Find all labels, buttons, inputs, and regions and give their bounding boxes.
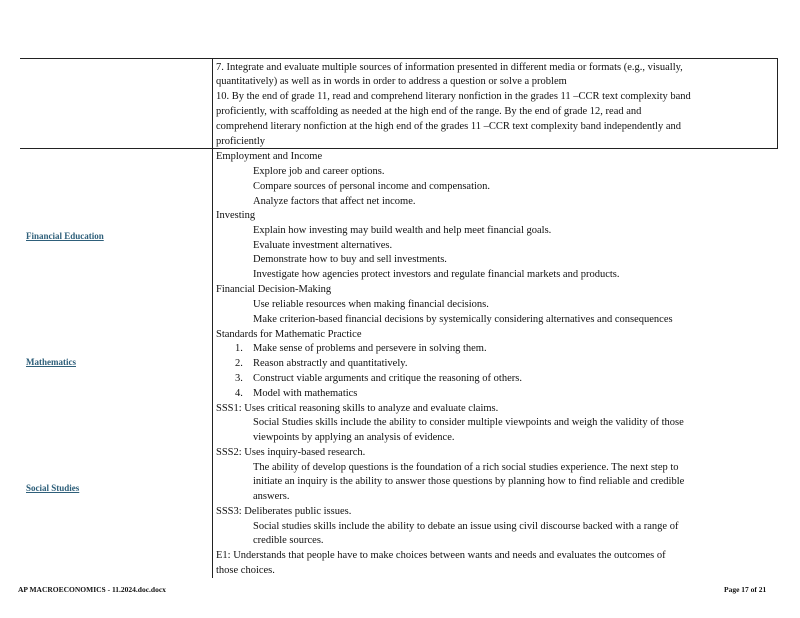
bullet-icon bbox=[232, 238, 239, 253]
section-heading: SSS2: Uses inquiry-based research. bbox=[216, 447, 366, 458]
list-item: Social studies skills include the ability to debate an issue using civil discourse backed with a range of bbox=[253, 521, 679, 532]
standard-line: quantitatively) as well as in words in order to address a question or solve a problem bbox=[216, 76, 567, 87]
section-heading: Financial Decision-Making bbox=[216, 284, 332, 295]
list-number: 2. bbox=[235, 358, 243, 369]
table-right-border bbox=[777, 58, 778, 148]
list-item: Make sense of problems and persevere in solving them. bbox=[253, 343, 487, 354]
footer-page-number: Page 17 of 21 bbox=[724, 585, 767, 594]
list-number: 3. bbox=[235, 373, 243, 384]
standard-line: 7. Integrate and evaluate multiple sources of information presented in different media or formats (e.g., visually, bbox=[216, 62, 683, 73]
standard-line: 10. By the end of grade 11, read and comprehend literary nonfiction in the grades 11 –CCR text complexity band bbox=[216, 91, 691, 102]
list-number: 4. bbox=[235, 388, 243, 399]
list-item-continuation: viewpoints by applying an analysis of evidence. bbox=[253, 432, 455, 443]
section-heading: Investing bbox=[216, 210, 256, 221]
table-row-divider bbox=[20, 148, 778, 149]
bullet-icon bbox=[232, 223, 239, 238]
footer-filename: AP MACROECONOMICS - 11.2024.doc.docx bbox=[18, 585, 166, 594]
bullet-icon bbox=[232, 297, 239, 312]
bullet-icon bbox=[232, 267, 239, 282]
list-item: Reason abstractly and quantitatively. bbox=[253, 358, 408, 369]
section-heading: E1: Understands that people have to make choices between wants and needs and evaluates the outcomes of bbox=[216, 550, 666, 561]
list-item: The ability of develop questions is the foundation of a rich social studies experience. The next step to bbox=[253, 462, 679, 473]
list-item: Explain how investing may build wealth and help meet financial goals. bbox=[253, 225, 552, 236]
bullet-icon bbox=[232, 415, 239, 430]
bullet-icon bbox=[232, 519, 239, 534]
table-top-border bbox=[20, 58, 778, 59]
standard-line: proficiently bbox=[216, 136, 265, 147]
bullet-icon bbox=[232, 252, 239, 267]
section-heading: SSS3: Deliberates public issues. bbox=[216, 506, 352, 517]
list-item-continuation: those choices. bbox=[216, 565, 275, 576]
subject-financial-education: Financial Education bbox=[26, 231, 104, 241]
bullet-icon bbox=[232, 179, 239, 194]
section-heading: Employment and Income bbox=[216, 151, 323, 162]
subject-mathematics: Mathematics bbox=[26, 357, 76, 367]
list-item: Investigate how agencies protect investors and regulate financial markets and products. bbox=[253, 269, 620, 280]
list-item-continuation: credible sources. bbox=[253, 535, 324, 546]
bullet-icon bbox=[232, 164, 239, 179]
list-item: Evaluate investment alternatives. bbox=[253, 240, 393, 251]
bullet-icon bbox=[232, 312, 239, 327]
subject-social-studies: Social Studies bbox=[26, 483, 80, 493]
bullet-icon bbox=[232, 460, 239, 475]
list-item-continuation: answers. bbox=[253, 491, 290, 502]
bullet-icon bbox=[232, 194, 239, 209]
list-item: Social Studies skills include the ability to consider multiple viewpoints and weigh the validity of those bbox=[253, 417, 684, 428]
list-item: Analyze factors that affect net income. bbox=[253, 196, 416, 207]
list-item: Explore job and career options. bbox=[253, 166, 385, 177]
list-item: Use reliable resources when making financial decisions. bbox=[253, 299, 489, 310]
list-item-continuation: initiate an inquiry is the ability to answer those questions by planning how to find reliable and credible bbox=[253, 476, 685, 487]
section-heading: SSS1: Uses critical reasoning skills to analyze and evaluate claims. bbox=[216, 403, 499, 414]
list-item: Construct viable arguments and critique the reasoning of others. bbox=[253, 373, 522, 384]
standard-line: proficiently, with scaffolding as needed at the high end of the range. By the end of grade 12, read and bbox=[216, 106, 642, 117]
section-heading: Standards for Mathematic Practice bbox=[216, 329, 362, 340]
list-item: Model with mathematics bbox=[253, 388, 358, 399]
table-column-divider bbox=[212, 58, 213, 578]
list-item: Make criterion-based financial decisions by systemically considering alternatives and consequences bbox=[253, 314, 673, 325]
list-number: 1. bbox=[235, 343, 243, 354]
standard-line: comprehend literary nonfiction at the high end of the grades 11 –CCR text complexity band independently and bbox=[216, 121, 681, 132]
list-item: Demonstrate how to buy and sell investments. bbox=[253, 254, 447, 265]
list-item: Compare sources of personal income and compensation. bbox=[253, 181, 491, 192]
